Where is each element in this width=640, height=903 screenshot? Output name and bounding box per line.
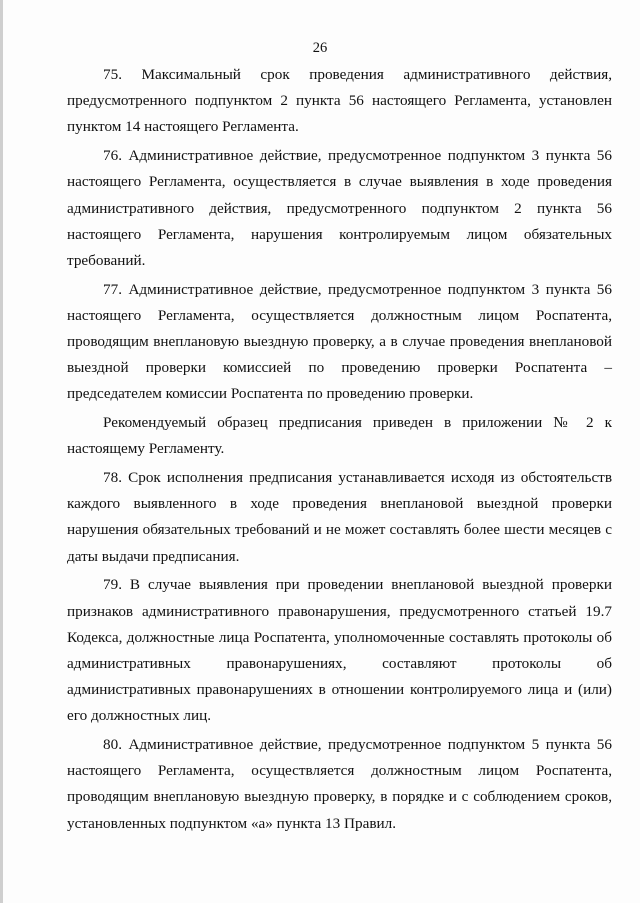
paragraph-75: 75. Максимальный срок проведения административного действия, предусмотренного подпунктом 2 пункта 56 настоящего Регламента, установлен пунктом 14 настоящего Регламента.	[67, 66, 612, 136]
paragraph-76: 76. Административное действие, предусмотренное подпунктом 3 пункта 56 настоящего Регламента, осуществляется в случае выявления в ходе проведения административного действия, предусмотренного подпунктом 2 пункта 56 настоящего Регламента, нарушения контролируемым лицом обязательных требований.	[67, 147, 612, 269]
paragraph-80: 80. Административное действие, предусмотренное подпунктом 5 пункта 56 настоящего Регламента, осуществляется должностным лицом Роспатента, проводящим внеплановую выездную проверку, в порядке и с соблюдением сроков, установленных подпунктом «а» пункта 13 Правил.	[67, 736, 612, 832]
paragraph-sample-reference: Рекомендуемый образец предписания приведен в приложении № 2 к настоящему Регламенту.	[67, 414, 612, 458]
page-number: 26	[312, 40, 328, 56]
paragraph-79: 79. В случае выявления при проведении внеплановой выездной проверки признаков административного правонарушения, предусмотренного статьей 19.7 Кодекса, должностные лица Роспатента, уполномоченные составлять протоколы об административных правонарушениях, составляют протоколы об административных правонарушениях в отношении контролируемого лица и (или) его должностных лиц.	[67, 576, 612, 725]
scan-edge	[0, 0, 3, 903]
paragraph-78: 78. Срок исполнения предписания устанавливается исходя из обстоятельств каждого выявленного в ходе проведения внеплановой выездной проверки нарушения обязательных требований и не может составлять более шести месяцев с даты выдачи предписания.	[67, 469, 612, 565]
paragraph-77: 77. Административное действие, предусмотренное подпунктом 3 пункта 56 настоящего Регламента, осуществляется должностным лицом Роспатента, проводящим внеплановую выездную проверку, а в случае проведения внеплановой выездной проверки комиссией по проведению проверки Роспатента – председателем комиссии Роспатента по проведению проверки.	[67, 280, 612, 403]
document-body	[67, 62, 612, 839]
